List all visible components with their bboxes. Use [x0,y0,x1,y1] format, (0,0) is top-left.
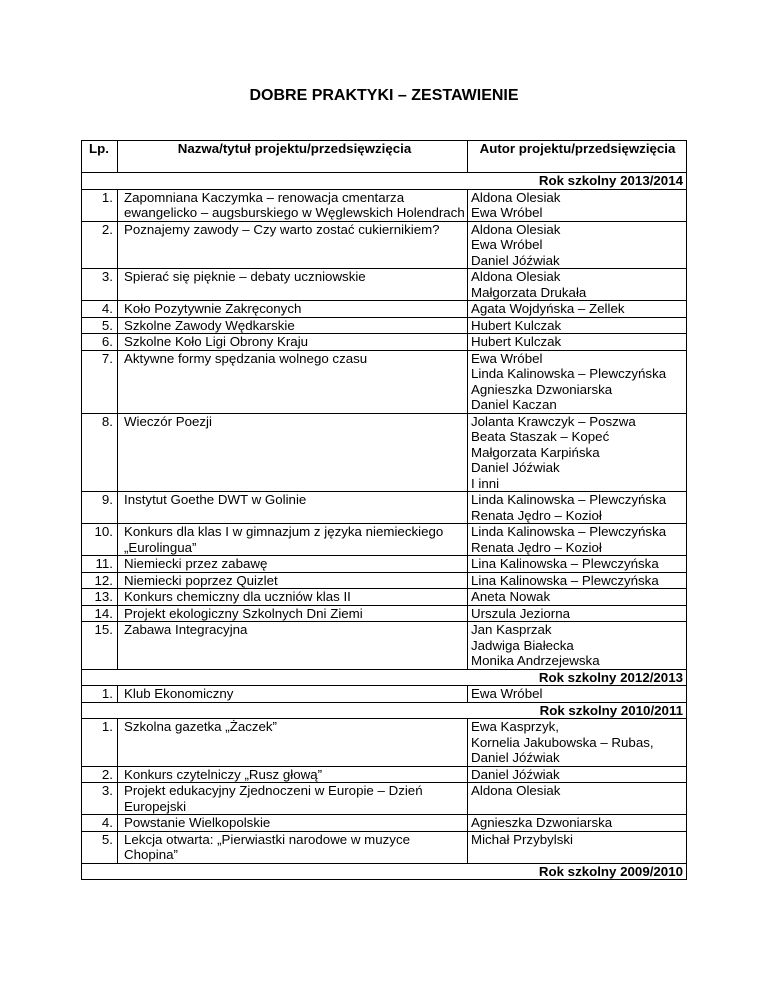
author-name: Agnieszka Dzwoniarska [471,381,613,397]
school-year-label: Rok szkolny 2013/2014 [82,173,687,190]
project-authors [468,221,687,269]
project-name: Szkolna gazetka „Żaczek” [118,719,468,767]
table-row [82,221,687,269]
row-number: 2. [82,221,118,269]
project-name: Poznajemy zawody – Czy warto zostać cukiernikiem? [118,221,468,269]
project-authors [468,766,687,783]
project-name: Instytut Goethe DWT w Golinie [118,492,468,524]
table-row [82,719,687,767]
table-row [82,334,687,351]
project-authors [468,334,687,351]
project-name: Aktywne formy spędzania wolnego czasu [118,350,468,413]
author-name: Aldona Olesiak [471,269,561,284]
row-number: 8. [82,413,118,492]
author-name: Urszula Jeziorna [471,605,571,621]
author-name: Małgorzata Karpińska [471,444,600,460]
author-name: Daniel Jóźwiak [471,252,560,268]
row-number: 1. [82,686,118,703]
author-name: Lina Kalinowska – Plewczyńska [471,556,659,571]
row-number: 4. [82,815,118,832]
school-year-row [82,669,687,686]
project-name: Projekt ekologiczny Szkolnych Dni Ziemi [118,605,468,622]
author-name: Ewa Wróbel [471,350,543,366]
row-number: 3. [82,783,118,815]
table-row [82,413,687,492]
project-name: Lekcja otwarta: „Pierwiastki narodowe w muzyce Chopina” [118,831,468,863]
project-name: Szkolne Koło Ligi Obrony Kraju [118,334,468,351]
row-number: 4. [82,301,118,318]
project-authors [468,189,687,221]
project-authors [468,524,687,556]
project-authors [468,719,687,767]
author-name: Kornelia Jakubowska – Rubas, [471,734,654,750]
author-name: Daniel Jóźwiak [471,460,560,475]
table-row [82,350,687,413]
author-name: Ewa Kasprzyk, [471,719,559,734]
project-authors [468,831,687,863]
project-name: Spierać się pięknie – debaty uczniowskie [118,269,468,301]
author-name: Ewa Wróbel [471,205,543,220]
author-name: Daniel Kaczan [471,397,557,412]
project-authors [468,815,687,832]
table-row [82,524,687,556]
project-authors [468,269,687,301]
table-row [82,783,687,815]
author-name: Daniel Jóźwiak [471,750,560,765]
row-number: 2. [82,766,118,783]
project-name: Niemiecki przez zabawę [118,556,468,573]
author-name: Michał Przybylski [471,831,573,847]
project-authors [468,572,687,589]
practices-table [81,140,687,880]
author-name: Daniel Jóźwiak [471,766,560,782]
row-number: 5. [82,317,118,334]
project-authors [468,317,687,334]
row-number: 3. [82,269,118,301]
author-name: Aldona Olesiak [471,189,561,205]
project-name: Klub Ekonomiczny [118,686,468,703]
author-name: Hubert Kulczak [471,317,562,333]
author-name: Linda Kalinowska – Plewczyńska [471,524,667,539]
school-year-row [82,173,687,190]
project-name: Powstanie Wielkopolskie [118,815,468,832]
table-row [82,269,687,301]
table-row [82,589,687,606]
table-row [82,301,687,318]
project-authors [468,301,687,318]
project-name: Konkurs chemiczny dla uczniów klas II [118,589,468,606]
table-row [82,556,687,573]
author-name: Renata Jędro – Kozioł [471,539,602,555]
table-body [82,173,687,880]
row-number: 10. [82,524,118,556]
author-name: Linda Kalinowska – Plewczyńska [471,492,667,507]
row-number: 14. [82,605,118,622]
table-row [82,189,687,221]
author-name: Jan Kasprzak [471,622,552,637]
author-name: Renata Jędro – Kozioł [471,507,602,523]
author-name: Hubert Kulczak [471,334,562,349]
page-title: DOBRE PRAKTYKI – ZESTAWIENIE [249,87,519,104]
author-name: Linda Kalinowska – Plewczyńska [471,366,667,381]
school-year-row [82,863,687,880]
header-author: Autor projektu/przedsięwzięcia [468,141,687,173]
author-name: Agata Wojdyńska – Zellek [471,301,625,316]
author-name: Małgorzata Drukała [471,284,587,300]
school-year-label: Rok szkolny 2012/2013 [82,669,687,686]
table-row [82,492,687,524]
row-number: 15. [82,622,118,670]
author-name: Aldona Olesiak [471,221,561,237]
row-number: 1. [82,719,118,767]
project-authors [468,413,687,492]
project-authors [468,605,687,622]
row-number: 12. [82,572,118,589]
author-name: Agnieszka Dzwoniarska [471,815,613,830]
header-lp: Lp. [82,141,118,173]
school-year-label: Rok szkolny 2009/2010 [82,863,687,880]
table-row [82,766,687,783]
project-name: Niemiecki poprzez Quizlet [118,572,468,589]
school-year-label: Rok szkolny 2010/2011 [82,702,687,719]
project-authors [468,783,687,815]
table-header-row [82,141,687,173]
school-year-row [82,702,687,719]
author-name: I inni [471,475,500,491]
author-name: Lina Kalinowska – Plewczyńska [471,572,659,588]
author-name: Jolanta Krawczyk – Poszwa [471,413,636,429]
author-name: Jadwiga Białecka [471,637,574,653]
table-row [82,815,687,832]
table-row [82,831,687,863]
row-number: 9. [82,492,118,524]
row-number: 11. [82,556,118,573]
project-name: Szkolne Zawody Wędkarskie [118,317,468,334]
project-name: Zabawa Integracyjna [118,622,468,670]
row-number: 1. [82,189,118,221]
row-number: 13. [82,589,118,606]
table-row [82,317,687,334]
project-name: Konkurs czytelniczy „Rusz głową” [118,766,468,783]
project-authors [468,492,687,524]
project-authors [468,350,687,413]
project-authors [468,556,687,573]
author-name: Ewa Wróbel [471,686,543,701]
author-name: Aneta Nowak [471,589,551,604]
author-name: Ewa Wróbel [471,237,543,252]
table-row [82,622,687,670]
project-name: Konkurs dla klas I w gimnazjum z języka niemieckiego „Eurolingua” [118,524,468,556]
project-authors [468,589,687,606]
author-name: Beata Staszak – Kopeć [471,429,610,444]
project-name: Koło Pozytywnie Zakręconych [118,301,468,318]
row-number: 5. [82,831,118,863]
project-authors [468,622,687,670]
project-name: Zapomniana Kaczymka – renowacja cmentarza ewangelicko – augsburskiego w Węglewskich Holendrach [118,189,468,221]
header-project-name: Nazwa/tytuł projektu/przedsięwzięcia [118,141,468,173]
project-name: Projekt edukacyjny Zjednoczeni w Europie – Dzień Europejski [118,783,468,815]
project-authors [468,686,687,703]
table-row [82,572,687,589]
author-name: Aldona Olesiak [471,783,561,798]
row-number: 7. [82,350,118,413]
row-number: 6. [82,334,118,351]
table-row [82,605,687,622]
project-name: Wieczór Poezji [118,413,468,492]
table-row [82,686,687,703]
author-name: Monika Andrzejewska [471,653,600,668]
